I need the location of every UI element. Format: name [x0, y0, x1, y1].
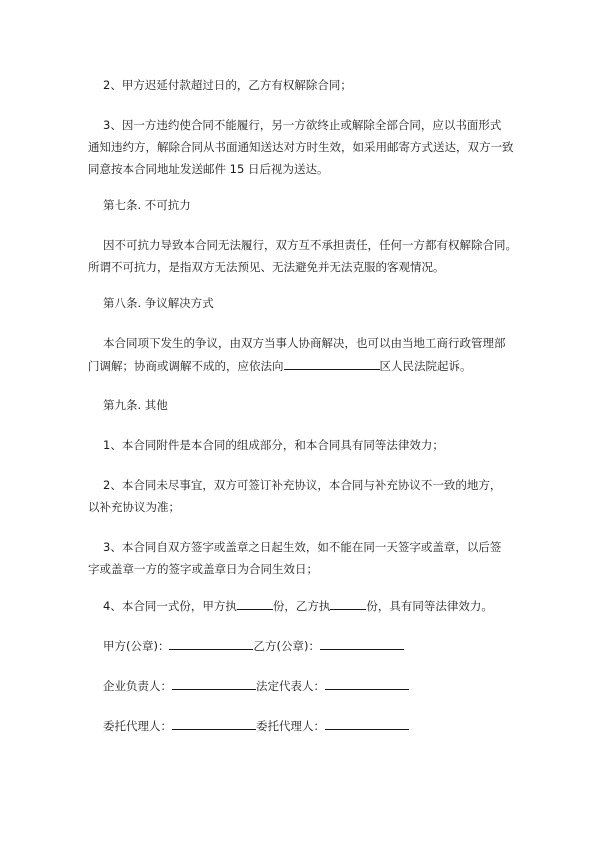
agent-b-field[interactable] [325, 718, 409, 730]
legal-rep-field[interactable] [325, 678, 409, 690]
enterprise-head-label: 企业负责人： [103, 679, 172, 693]
clause-text: 区人民法院起诉。 [379, 359, 472, 373]
clause-paragraph-line: 3、本合同自双方签字或盖章之日起生效，如不能在同一天签字或盖章，以后签 [103, 540, 502, 554]
clause-text: 4、本合同一式份，甲方执 [103, 599, 237, 613]
clause-paragraph: 2、甲方迟延付款超过日的，乙方有权解除合同； [103, 78, 352, 92]
clause-paragraph-line: 以补充协议为准； [88, 500, 180, 514]
agent-a-label: 委托代理人： [103, 719, 172, 733]
court-blank-field[interactable] [284, 358, 380, 370]
article-heading: 第七条. 不可抗力 [103, 198, 191, 212]
clause-paragraph-line: 2、本合同未尽事宜，双方可签订补充协议，本合同与补充协议不一致的地方， [103, 478, 502, 492]
signature-row [103, 718, 409, 733]
clause-text: 门调解；协商或调解不成的，应依法向 [88, 359, 284, 373]
signature-row [103, 678, 409, 693]
clause-paragraph-line: 本合同项下发生的争议，由双方当事人协商解决，也可以由当地工商行政管理部 [103, 336, 506, 350]
party-a-seal-field[interactable] [169, 638, 253, 650]
party-a-copies-blank[interactable] [237, 598, 273, 610]
agent-a-field[interactable] [172, 718, 256, 730]
signature-row [103, 638, 404, 653]
legal-rep-label: 法定代表人： [256, 679, 325, 693]
clause-paragraph: 1、本合同附件是本合同的组成部分，和本合同具有同等法律效力； [103, 438, 444, 452]
clause-paragraph-line: 字或盖章一方的签字或盖章日为合同生效日； [88, 562, 318, 576]
article-heading: 第八条. 争议解决方式 [103, 296, 214, 310]
enterprise-head-field[interactable] [172, 678, 256, 690]
clause-paragraph-line: 所谓不可抗力，是指双方无法预见、无法避免并无法克服的客观情况。 [88, 260, 445, 274]
clause-text: 份，乙方执 [272, 599, 331, 613]
clause-paragraph [103, 598, 493, 613]
party-a-label: 甲方(公章)： [103, 639, 170, 653]
article-heading: 第九条. 其他 [103, 398, 168, 412]
party-b-label: 乙方(公章)： [253, 639, 320, 653]
clause-paragraph-line: 因不可抗力导致本合同无法履行，双方互不承担责任，任何一方都有权解除合同。 [103, 238, 517, 252]
clause-text: 份，具有同等法律效力。 [366, 599, 493, 613]
party-b-copies-blank[interactable] [330, 598, 366, 610]
agent-b-label: 委托代理人： [256, 719, 325, 733]
party-b-seal-field[interactable] [320, 638, 404, 650]
clause-paragraph-line [88, 358, 472, 373]
clause-paragraph-line: 3、因一方违约使合同不能履行，另一方欲终止或解除全部合同，应以书面形式 [103, 118, 502, 132]
clause-paragraph-line: 同意按本合同地址发送邮件 15 日后视为送达。 [88, 162, 329, 176]
clause-paragraph-line: 通知违约方，解除合同从书面通知送达对方时生效，如采用邮寄方式送达，双方一致 [88, 140, 514, 154]
